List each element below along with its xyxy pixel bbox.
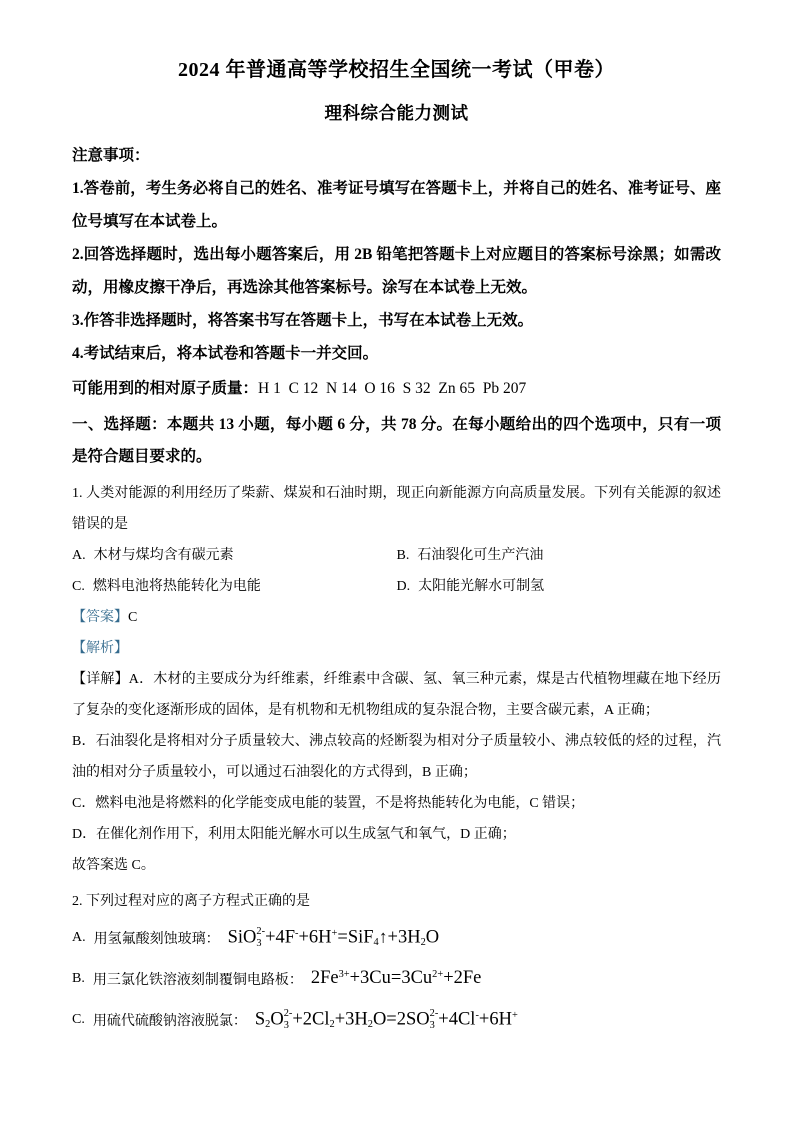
- notice-section: [72, 139, 721, 370]
- q2-option-b-label: B.: [72, 970, 85, 986]
- document-title: 2024 年普通高等学校招生全国统一考试（甲卷）: [178, 59, 615, 81]
- q2-option-b: [72, 958, 721, 999]
- option-a: [72, 540, 397, 571]
- answer-bracket-label: 【答案】: [72, 610, 128, 625]
- question-2-block: [72, 886, 721, 1040]
- option-b-text: 石油裂化可生产汽油: [417, 548, 544, 563]
- chemical-formula-c: $S_2O$ 2- 3 $+2Cl_2+3H_2O=2SO$ 2- 3 +4Cl-+6H+: [254, 1008, 518, 1031]
- notice-item-2: 2.回答选择题时，选出每小题答案后，用 2B 铅笔把答题卡上对应题目的答案标号涂黑；如需改动，用橡皮擦干净后，再选涂其他答案标号。涂写在本试卷上无效。: [72, 246, 721, 296]
- notice-item-1: 1.答卷前，考生务必将自己的姓名、准考证号填写在答题卡上，并将自己的姓名、准考证号、座位号填写在本试卷上。: [72, 180, 721, 230]
- q2-option-b-text: 用三氯化铁溶液刻制覆铜电路板：: [92, 972, 303, 988]
- atomic-mass-line: [72, 372, 721, 405]
- chemical-formula-b: $2Fe^{3+}+3Cu=3Cu^{2+}+2Fe$: [310, 968, 482, 988]
- option-a-text: 木材与煤均含有碳元素: [93, 548, 234, 563]
- question-1-stem: 1. 人类对能源的利用经历了柴薪、煤炭和石油时期，现正向新能源方向高质量发展。下列有关能源的叙述错误的是: [72, 486, 721, 532]
- detail-conclusion: 故答案选 C。: [72, 858, 155, 873]
- question-1-options: [72, 540, 721, 602]
- detail-paragraph-b: B．石油裂化是将相对分子质量较大、沸点较高的烃断裂为相对分子质量较小、沸点较低的烃的过程，汽油的相对分子质量较小，可以通过石油裂化的方式得到，B 正确；: [72, 734, 721, 780]
- analysis-bracket-label: 【解析】: [72, 641, 128, 656]
- q2-option-a-label: A.: [72, 929, 86, 945]
- option-d: [397, 571, 722, 602]
- question-2-stem: 2. 下列过程对应的离子方程式正确的是: [72, 894, 310, 909]
- notice-heading: 注意事项：: [72, 147, 150, 164]
- option-d-text: 太阳能光解水可制氢: [418, 579, 545, 594]
- section-heading: 一、选择题：本题共 13 小题，每小题 6 分，共 78 分。在每小题给出的四个选项中，只有一项是符合题目要求的。: [72, 416, 721, 465]
- option-a-label: A.: [72, 548, 86, 563]
- option-c-text: 燃料电池将热能转化为电能: [92, 579, 261, 594]
- notice-item-4: 4.考试结束后，将本试卷和答题卡一并交回。: [72, 345, 379, 362]
- analysis-line: [72, 633, 721, 664]
- q2-option-c-text: 用硫代硫酸钠溶液脱氯：: [92, 1013, 247, 1029]
- question-1-block: [72, 478, 721, 881]
- answer-line: [72, 602, 721, 633]
- option-b: [397, 540, 722, 571]
- option-d-label: D.: [396, 579, 411, 594]
- q2-option-c-label: C.: [72, 1011, 85, 1027]
- detail-paragraph-c: C．燃料电池是将燃料的化学能变成电能的装置，不是将热能转化为电能，C 错误；: [72, 796, 585, 811]
- q2-option-c: [72, 999, 721, 1040]
- detail-paragraph-a: 【详解】A．木材的主要成分为纤维素，纤维素中含碳、氢、氧三种元素，煤是古代植物埋藏在地下经历了复杂的变化逐渐形成的固体，是有机物和无机物组成的复杂混合物，主要含碳元素，A 正确；: [72, 672, 721, 718]
- q2-option-a-text: 用氢氟酸刻蚀玻璃：: [93, 931, 220, 947]
- option-c: [72, 571, 397, 602]
- option-c-label: C.: [72, 579, 85, 594]
- detail-paragraph-d: D．在催化剂作用下，利用太阳能光解水可以生成氢气和氧气，D 正确；: [72, 827, 516, 842]
- atomic-mass-label: 可能用到的相对原子质量：: [72, 380, 259, 397]
- document-subtitle: 理科综合能力测试: [324, 103, 469, 123]
- chemical-formula-a: SiO 2- 3 $+4F^-+6H^+=SiF_4↑+3H_2O$: [227, 926, 440, 949]
- answer-value: C: [128, 610, 138, 625]
- notice-item-3: 3.作答非选择题时，将答案书写在答题卡上，书写在本试卷上无效。: [72, 312, 534, 329]
- option-b-label: B.: [396, 548, 410, 563]
- atomic-mass-values: H 1 C 12 N 14 O 16 S 32 Zn 65 Pb 207: [258, 380, 527, 397]
- q2-option-a: [72, 917, 721, 958]
